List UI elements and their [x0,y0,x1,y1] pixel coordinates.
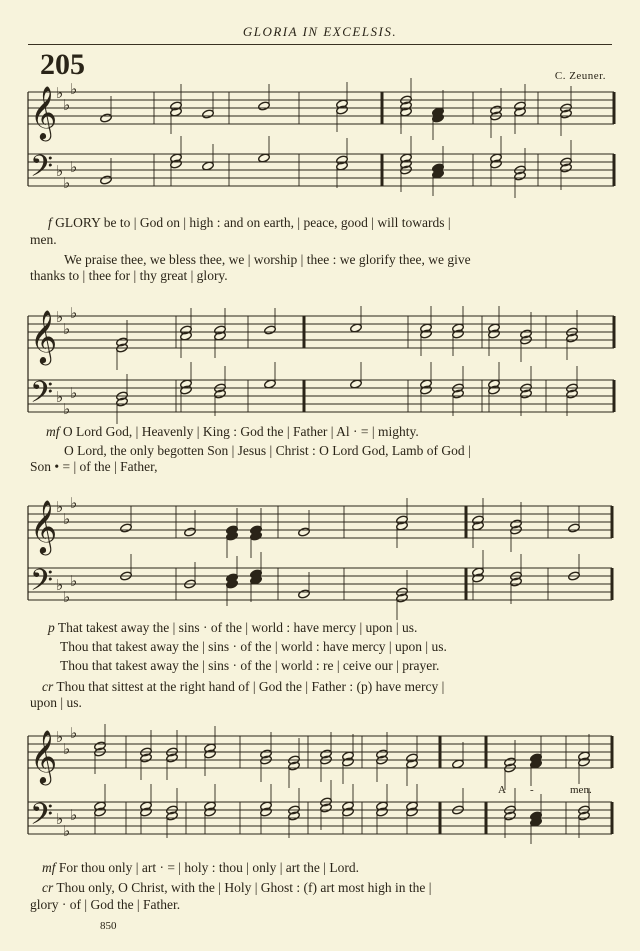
verse-line: mf O Lord God, | Heavenly | King : God the | Father | Al · = | mighty. [46,424,419,439]
verse-line: p That takest away the | sins · of the | world : have mercy | upon | us. [48,620,418,635]
svg-text:𝄞: 𝄞 [30,729,58,783]
verse-line: mf For thou only | art · = | holy : thou | only | art the | Lord. [42,860,359,875]
music-system-4 [26,726,616,851]
verse-line: O Lord, the only begotten Son | Jesus | Christ : O Lord God, Lamb of God | [64,443,471,458]
svg-text:♭: ♭ [56,728,64,746]
verse-line: We praise thee, we bless thee, we | worship | thee : we glorify thee, we give [64,252,471,267]
svg-text:♭: ♭ [63,400,71,418]
header-rule [28,44,612,45]
svg-text:♭: ♭ [56,162,64,180]
music-system-2 [26,302,616,422]
music-system-3 [26,496,616,616]
svg-text:♭: ♭ [70,806,78,824]
verse-line: Son • = | of the | Father, [30,459,158,474]
svg-text:♭: ♭ [70,304,78,322]
svg-text:𝄢: 𝄢 [30,376,54,417]
amen-dash: - [530,784,534,796]
verse-line: glory · of | God the | Father. [30,897,181,912]
verse-line: men. [30,232,57,247]
svg-text:𝄞: 𝄞 [30,499,58,553]
svg-text:♭: ♭ [63,740,71,758]
svg-text:♭: ♭ [63,96,71,114]
svg-text:𝄢: 𝄢 [30,564,54,605]
amen-syllable-men: men. [570,784,592,796]
amen-syllable-a: A [498,784,506,796]
verse-line: Thou that takest away the | sins · of the | world : have mercy | upon | us. [60,639,447,654]
svg-text:𝄞: 𝄞 [30,85,58,139]
svg-text:♭: ♭ [56,84,64,102]
verse-line: Thou that takest away the | sins · of the | world : re | ceive our | prayer. [60,658,440,673]
svg-text:♭: ♭ [63,510,71,528]
music-system-1 [26,82,616,212]
svg-text:♭: ♭ [56,498,64,516]
page-number: 850 [100,920,117,932]
svg-text:♭: ♭ [56,308,64,326]
svg-text:♭: ♭ [56,576,64,594]
verse-line: cr Thou that sittest at the right hand of | God the | Father : (p) have mercy | [42,679,445,694]
verse-line: thanks to | thee for | thy great | glory. [30,268,228,283]
svg-text:𝄢: 𝄢 [30,798,54,839]
svg-text:♭: ♭ [70,158,78,176]
composer-name: C. Zeuner. [554,70,606,82]
svg-text:♭: ♭ [56,388,64,406]
svg-text:♭: ♭ [70,572,78,590]
svg-text:♭: ♭ [70,494,78,512]
svg-text:♭: ♭ [70,384,78,402]
running-title: GLORIA IN EXCELSIS. [242,24,398,39]
svg-text:♭: ♭ [63,588,71,606]
svg-text:♭: ♭ [63,174,71,192]
svg-text:𝄢: 𝄢 [30,150,54,191]
verse-line: f GLORY be to | God on | high : and on earth, | peace, good | will towards | [48,215,451,230]
svg-text:♭: ♭ [63,822,71,840]
hymn-number: 205 [40,48,85,81]
svg-text:♭: ♭ [70,724,78,742]
svg-text:♭: ♭ [56,810,64,828]
svg-text:𝄞: 𝄞 [30,309,58,363]
svg-text:♭: ♭ [63,320,71,338]
verse-line: cr Thou only, O Christ, with the | Holy | Ghost : (f) art most high in the | [42,880,432,895]
verse-line: upon | us. [30,695,82,710]
svg-text:♭: ♭ [70,80,78,98]
